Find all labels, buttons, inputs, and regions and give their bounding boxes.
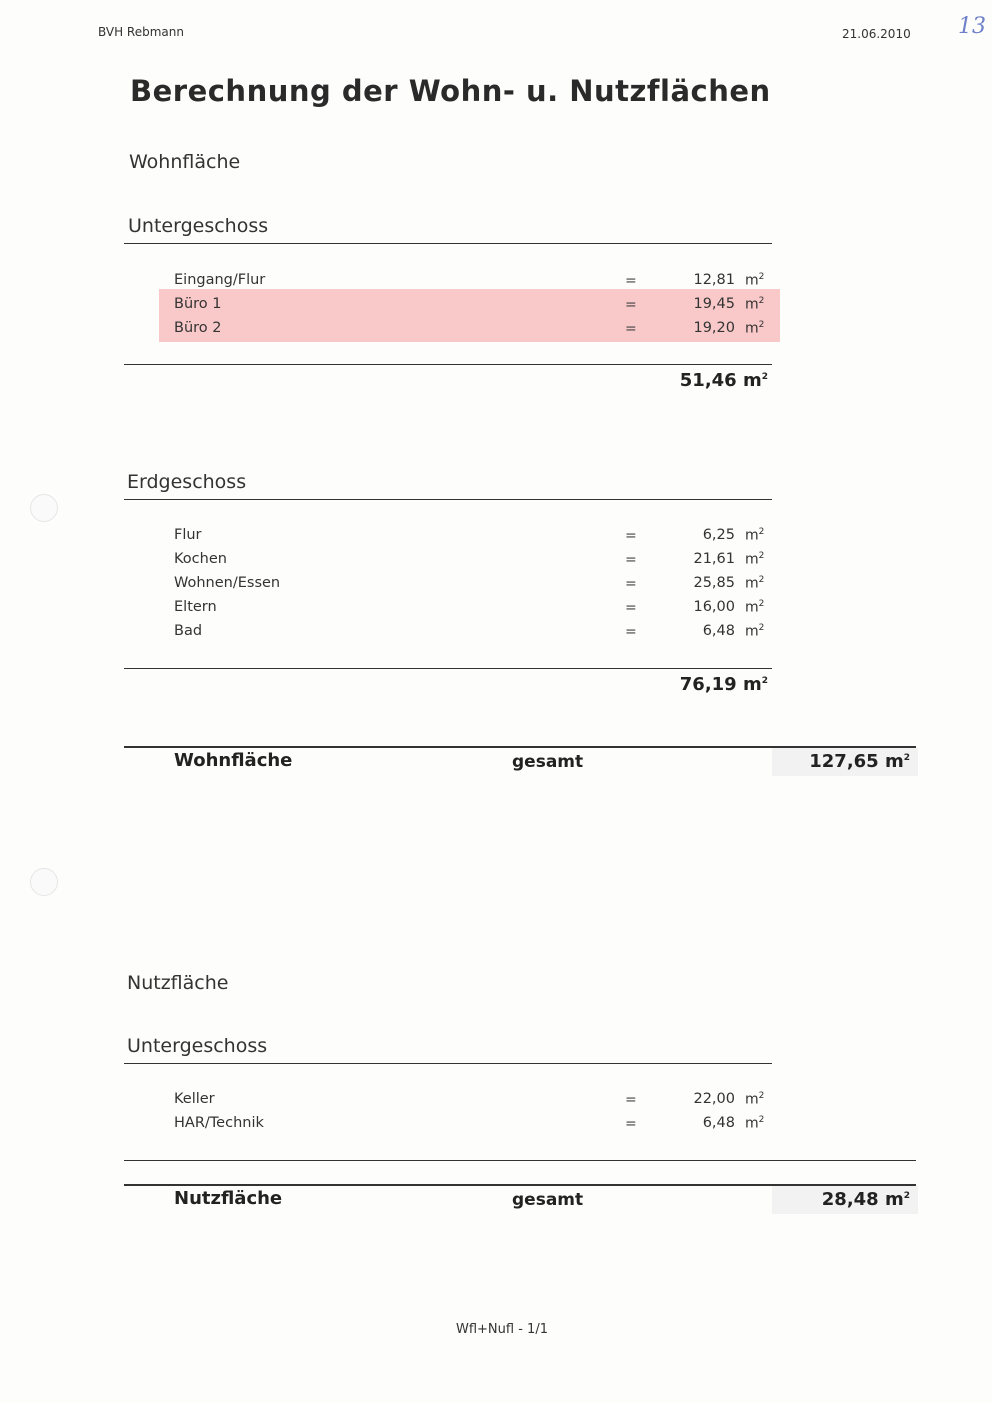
equals-sign: = [625, 552, 637, 568]
area-unit: $m^2$ [745, 527, 765, 544]
room-area-value: 6,48 [702, 623, 735, 639]
document-title: Berechnung der Wohn- u. Nutzflächen [130, 74, 771, 108]
room-label: Eingang/Flur [174, 272, 266, 288]
header-project: BVH Rebmann [98, 25, 184, 39]
floor-heading-ug-nutz: Untergeschoss [127, 1035, 268, 1057]
divider [124, 1063, 772, 1064]
area-unit: $m^2$ [745, 599, 765, 616]
equals-sign: = [625, 297, 637, 313]
total-label-nutzflaeche: Nutzfläche [174, 1188, 283, 1209]
punch-hole-top [30, 494, 58, 522]
area-unit: $m^2$ [745, 623, 765, 640]
room-label: Bad [174, 623, 203, 639]
area-unit: $m^2$ [745, 320, 765, 337]
divider [124, 668, 772, 669]
total-gesamt-label: gesamt [512, 1190, 584, 1210]
room-label: Flur [174, 527, 202, 543]
area-unit: $m^2$ [745, 296, 765, 313]
room-area-value: 6,48 [702, 1115, 735, 1131]
room-label: Büro 1 [174, 296, 222, 312]
area-unit: $m^2$ [745, 272, 765, 289]
room-area-value: 19,20 [693, 320, 735, 336]
divider [124, 364, 772, 365]
area-unit: $m^2$ [745, 575, 765, 592]
page-footer: Wfl+Nufl - 1/1 [456, 1322, 548, 1337]
room-area-value: 12,81 [693, 272, 735, 288]
floor-heading-ug-wohn: Untergeschoss [128, 215, 269, 237]
room-label: HAR/Technik [174, 1115, 264, 1131]
equals-sign: = [625, 624, 637, 640]
room-label: Kochen [174, 551, 227, 567]
area-unit: $m^2$ [745, 1091, 765, 1108]
equals-sign: = [625, 1092, 637, 1108]
room-area-value: 19,45 [693, 296, 735, 312]
divider [124, 1160, 916, 1161]
room-area-value: 25,85 [693, 575, 735, 591]
room-area-value: 6,25 [702, 527, 735, 543]
equals-sign: = [625, 528, 637, 544]
equals-sign: = [625, 600, 637, 616]
divider [124, 499, 772, 500]
subtotal-ug-wohn: 51,46 $m^2$ [679, 370, 768, 391]
room-label: Eltern [174, 599, 217, 615]
equals-sign: = [625, 321, 637, 337]
equals-sign: = [625, 273, 637, 289]
area-unit: $m^2$ [745, 1115, 765, 1132]
total-value-wohnflaeche: 127,65 $m^2$ [809, 751, 910, 772]
room-label: Wohnen/Essen [174, 575, 281, 591]
subtotal-eg: 76,19 $m^2$ [679, 674, 768, 695]
total-value-nutzflaeche: 28,48 $m^2$ [821, 1189, 910, 1210]
floor-heading-eg: Erdgeschoss [127, 471, 247, 493]
room-area-value: 21,61 [693, 551, 735, 567]
handwritten-page-mark: 13 [958, 14, 986, 39]
equals-sign: = [625, 576, 637, 592]
equals-sign: = [625, 1116, 637, 1132]
section-heading-wohnflaeche: Wohnfläche [129, 151, 241, 173]
room-label: Büro 2 [174, 320, 222, 336]
total-gesamt-label: gesamt [512, 752, 584, 772]
section-heading-nutzflaeche: Nutzfläche [127, 972, 229, 994]
room-area-value: 16,00 [693, 599, 735, 615]
divider [124, 243, 772, 244]
punch-hole-bottom [30, 868, 58, 896]
area-unit: $m^2$ [745, 551, 765, 568]
total-label-wohnflaeche: Wohnfläche [174, 750, 293, 771]
room-area-value: 22,00 [693, 1091, 735, 1107]
header-date: 21.06.2010 [842, 27, 911, 41]
room-label: Keller [174, 1091, 215, 1107]
